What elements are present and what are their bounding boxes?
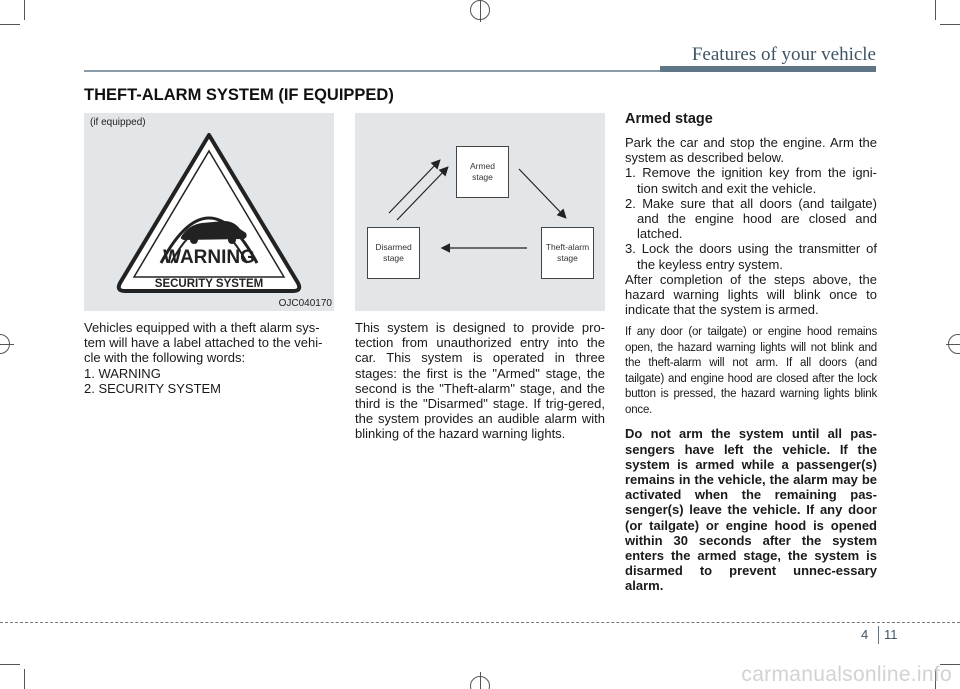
body-line: cle with the following words: (84, 350, 246, 366)
arrow-disarmed-to-armed-2 (397, 168, 447, 220)
arrow-disarmed-to-armed-1 (389, 161, 439, 213)
crop-mark (0, 24, 20, 25)
body-paragraph: Park the car and stop the engine. Arm the system as described below. (625, 135, 877, 166)
box-label: Theft-alarm (545, 242, 590, 252)
figure-note: (if equipped) (90, 117, 146, 128)
warning-text: WARNING (163, 247, 255, 268)
stage-diagram (355, 113, 605, 311)
warning-label-figure (84, 113, 334, 311)
body-line: tem will have a label attached to the vehi- (84, 335, 323, 351)
body-paragraph: After completion of the steps above, the hazard warning lights will blink once to indicate that the system is armed. (625, 271, 877, 318)
list-item: 1. WARNING (84, 365, 161, 381)
warning-paragraph: Do not arm the system until all pas-sengers have left the vehicle. If the system is armed while a passenger(s) remains in the vehicle, the alarm may be activated when the remaining pas-senger(s) leave the vehicle. If any door (or tailgate) or engine hood is opened within 30 seconds after the system enters the armed stage, the system is disarmed to prevent unnec-essary alarm. (625, 426, 877, 594)
header-accent-bar (660, 66, 876, 72)
crop-mark (0, 664, 20, 665)
crop-mark (935, 0, 936, 20)
box-label: Armed (469, 161, 496, 171)
box-label: stage (383, 253, 404, 263)
registration-line (480, 672, 481, 689)
chapter-number: 4 (861, 627, 869, 642)
body-paragraph: This system is designed to provide pro-tection from unauthorized entry into the car. This system is operated in three stages: the first is the "Armed" stage, the second is the "Theft-alarm" stage, and the third is the "Disarmed" stage. If trig-gered, the system provides an audible alarm with blinking of the hazard warning lights. (355, 320, 605, 442)
registration-line (480, 0, 481, 22)
registration-line (946, 344, 960, 345)
step-item: 1. Remove the ignition key from the igni-tion switch and exit the vehicle. (625, 165, 877, 196)
footer-rule (0, 622, 960, 623)
crop-mark (24, 669, 25, 689)
crop-mark (940, 24, 960, 25)
list-item: 2. SECURITY SYSTEM (84, 380, 222, 396)
running-header: Features of your vehicle (691, 44, 876, 65)
watermark: carmanualsonline.info (741, 663, 952, 686)
security-system-text: SECURITY SYSTEM (154, 278, 264, 290)
box-label: Disarmed (375, 242, 412, 252)
steps-list (625, 165, 877, 271)
box-label: stage (557, 253, 578, 263)
crop-mark (24, 0, 25, 20)
page-number: 11 (884, 627, 898, 642)
left-text-block (84, 320, 336, 396)
registration-line (0, 344, 14, 345)
arrow-armed-to-theft (519, 169, 565, 217)
note-paragraph: If any door (or tailgate) or engine hood remains open, the hazard warning lights will not blink and the theft-alarm will not arm. If all doors (and tailgate) and engine hood are closed after the lock button is pressed, the hazard warning lights blink once. (625, 326, 877, 416)
armed-stage-section (625, 111, 877, 594)
step-item: 2. Make sure that all doors (and tailgate) and the engine hood are closed and latched. (625, 195, 877, 242)
box-label: stage (472, 172, 493, 182)
middle-text-block (355, 320, 605, 442)
step-item: 3. Lock the doors using the transmitter of the keyless entry system. (625, 241, 877, 272)
image-code: OJC040170 (278, 298, 332, 309)
diagram-arrows (355, 113, 605, 311)
subsection-title: Armed stage (625, 111, 713, 127)
warning-triangle-graphic (84, 113, 334, 311)
section-title: THEFT-ALARM SYSTEM (IF EQUIPPED) (84, 86, 394, 104)
body-line: Vehicles equipped with a theft alarm sys- (84, 320, 320, 335)
page-separator (878, 626, 879, 644)
